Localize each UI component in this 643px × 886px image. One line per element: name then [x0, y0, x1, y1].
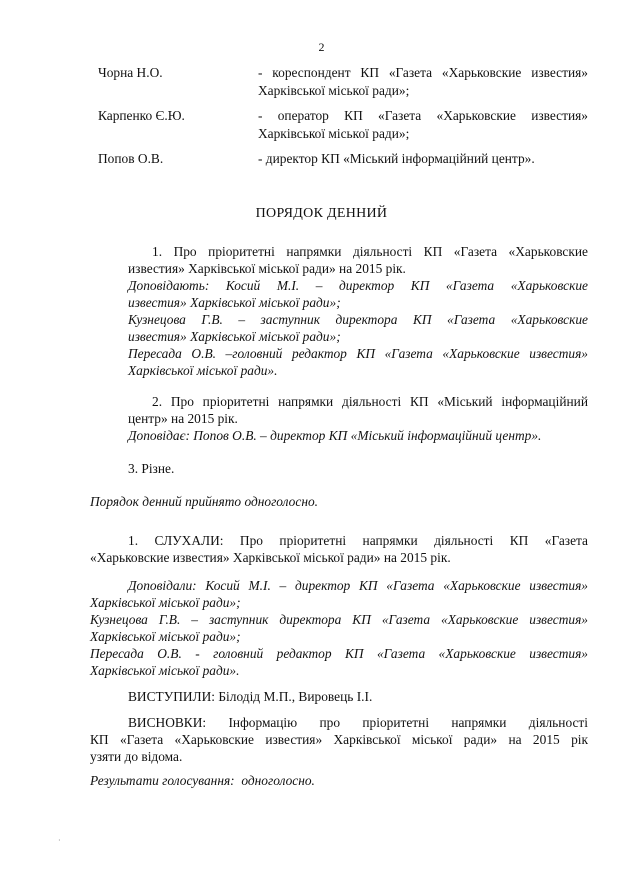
- heard-line-1: 1. СЛУХАЛИ: Про пріоритетні напрямки діяльності КП «Газета: [128, 533, 588, 548]
- agenda-title: ПОРЯДОК ДЕННИЙ: [255, 206, 388, 221]
- heard-reporter-3-line-2: Харківської міської ради».: [90, 663, 240, 678]
- attendee-role-2-cont: [258, 125, 588, 143]
- agenda-item-2-reporter: Доповідає: Попов О.В. – директор КП «Міський інформаційний центр».: [128, 428, 542, 443]
- attendee-role-1: [258, 64, 588, 82]
- agenda-item-1-reporter-2-line-2: известия» Харківської міської ради»;: [128, 329, 341, 344]
- heard-line-2: «Харьковские известия» Харківської міської ради» на 2015 рік.: [90, 550, 451, 565]
- agenda-item-1-reporter-1-line-1: Доповідають: Косий М.І. – директор КП «Газета «Харьковские: [128, 278, 588, 293]
- attendee-name-3: Попов О.В.: [98, 151, 164, 166]
- vote-label: Результати голосування:: [90, 773, 235, 788]
- agenda-item-1-reporter-1-line-2: известия» Харківської міської ради»;: [128, 295, 341, 310]
- attendee-role-1-line-2: Харківської міської ради»;: [258, 83, 410, 98]
- heard-reporter-2-line-1: Кузнецова Г.В. – заступник директора КП «Газета «Харьковские известия»: [90, 612, 588, 627]
- agenda-item-1-reporter-3-line-1: Пересада О.В. –головний редактор КП «Газета «Харьковские известия»: [128, 346, 588, 361]
- scan-mark: ·: [58, 836, 61, 845]
- agenda-accepted: Порядок денний прийнято одноголосно.: [90, 494, 319, 509]
- agenda-item-1-line-2: известия» Харківської міської ради» на 2015 рік.: [128, 261, 406, 276]
- conclusions-line-1: ВИСНОВКИ: Інформацію про пріоритетні напрямки діяльності: [128, 715, 588, 730]
- heard-spoke: ВИСТУПИЛИ: Білодід М.П., Вировець І.І.: [128, 689, 373, 704]
- agenda-item-3: 3. Різне.: [128, 461, 175, 476]
- heard-reporter-3-line-1: Пересада О.В. - головний редактор КП «Газета «Харьковские известия»: [90, 646, 588, 661]
- conclusions-line-2: КП «Газета «Харьковские известия» Харківської міської ради» на 2015 рік: [90, 732, 588, 747]
- attendee-role-2-line-2: Харківської міської ради»;: [258, 126, 410, 141]
- attendee-role-3: - директор КП «Міський інформаційний центр».: [258, 151, 535, 166]
- conclusions-line-3: узяти до відома.: [90, 749, 183, 764]
- heard-reporter-2-line-2: Харківської міської ради»;: [90, 629, 241, 644]
- agenda-item-2-line-1: 2. Про пріоритетні напрямки діяльності КП «Міський інформаційний: [152, 394, 588, 409]
- attendee-name-2: Карпенко Є.Ю.: [98, 108, 185, 123]
- vote-value: одноголосно.: [241, 773, 315, 788]
- attendee-role-1-line-1: - кореспондент КП «Газета «Харьковские известия»: [258, 65, 588, 80]
- agenda-item-1-reporter-3-line-2: Харківської міської ради».: [128, 363, 278, 378]
- attendee-role-2-line-1: - оператор КП «Газета «Харьковские известия»: [258, 108, 588, 123]
- attendee-role-2: [258, 107, 588, 125]
- agenda-item-2-line-2: центр» на 2015 рік.: [128, 411, 238, 426]
- attendee-name-1: Чорна Н.О.: [98, 65, 163, 80]
- heard-reporter-1-line-1: Доповідали: Косий М.І. – директор КП «Газета «Харьковские известия»: [128, 578, 588, 593]
- agenda-item-1-reporter-2-line-1: Кузнецова Г.В. – заступник директора КП «Газета «Харьковские: [128, 312, 588, 327]
- page-number: 2: [318, 40, 325, 54]
- attendee-role-1-cont: [258, 82, 588, 100]
- agenda-item-1-line-1: 1. Про пріоритетні напрямки діяльності КП «Газета «Харьковские: [152, 244, 588, 259]
- heard-reporter-1-line-2: Харківської міської ради»;: [90, 595, 241, 610]
- vote-result: [90, 772, 315, 790]
